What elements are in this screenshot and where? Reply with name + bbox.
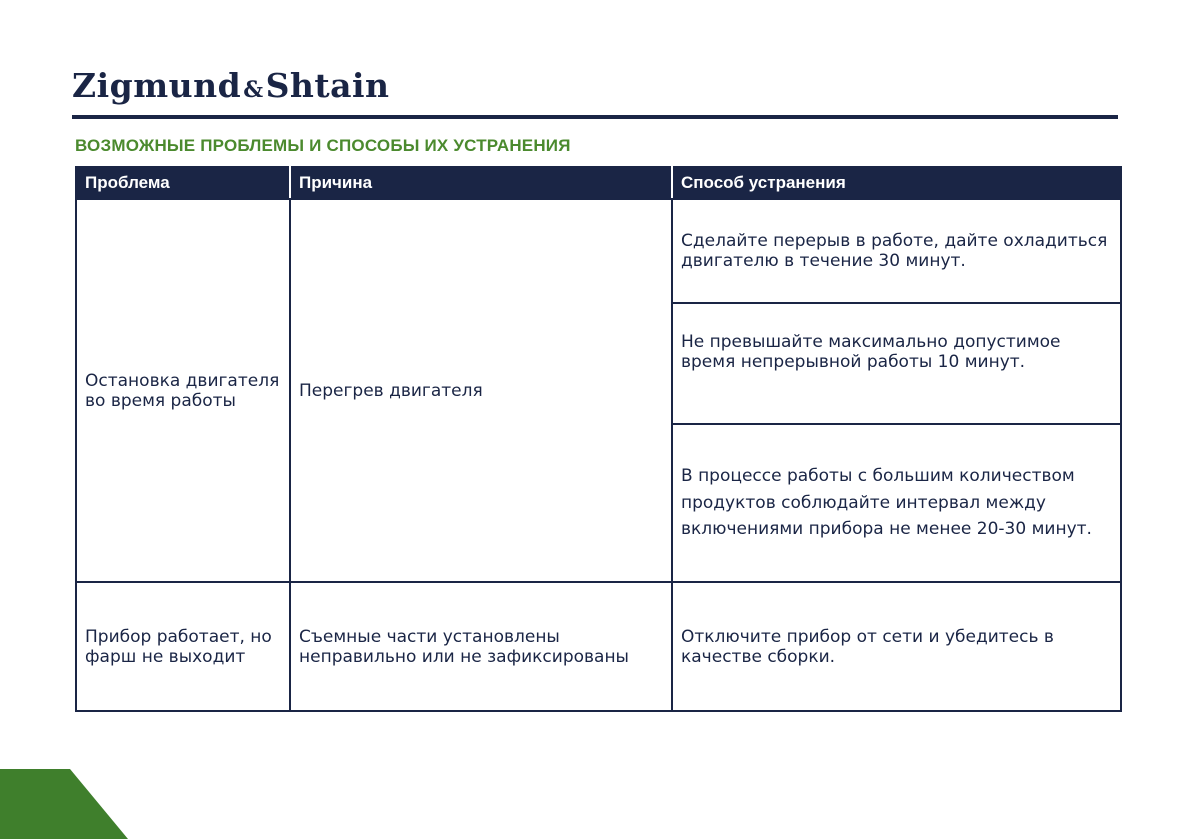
solution-cell: В процессе работы с большим количеством продуктов соблюдайте интервал между включениями прибора не менее 20-30 минут.	[672, 424, 1121, 582]
brand-logo	[72, 66, 390, 105]
brand-name-right: Shtain	[265, 66, 390, 105]
table-row	[76, 199, 1121, 303]
cause-cell: Съемные части установлены неправильно или не зафиксированы	[290, 582, 672, 711]
header-problem: Проблема	[76, 167, 290, 199]
solution-cell: Сделайте перерыв в работе, дайте охладиться двигателю в течение 30 минут.	[672, 199, 1121, 303]
table-row	[76, 582, 1121, 711]
solution-cell: Не превышайте максимально допустимое время непрерывной работы 10 минут.	[672, 303, 1121, 424]
footer-corner-decoration	[0, 769, 128, 839]
brand-ampersand: &	[243, 77, 264, 103]
problem-cell: Остановка двигателя во время работы	[76, 199, 290, 582]
cause-cell: Перегрев двигателя	[290, 199, 672, 582]
header-cause: Причина	[290, 167, 672, 199]
section-title: ВОЗМОЖНЫЕ ПРОБЛЕМЫ И СПОСОБЫ ИХ УСТРАНЕНИЯ	[75, 136, 571, 155]
problem-cell: Прибор работает, но фарш не выходит	[76, 582, 290, 711]
brand-name-left: Zigmund	[72, 66, 242, 105]
header-solution: Способ устранения	[672, 167, 1121, 199]
solution-cell: Отключите прибор от сети и убедитесь в качестве сборки.	[672, 582, 1121, 711]
troubleshooting-table	[75, 166, 1122, 712]
table-header-row	[76, 167, 1121, 199]
header-divider	[72, 115, 1118, 119]
